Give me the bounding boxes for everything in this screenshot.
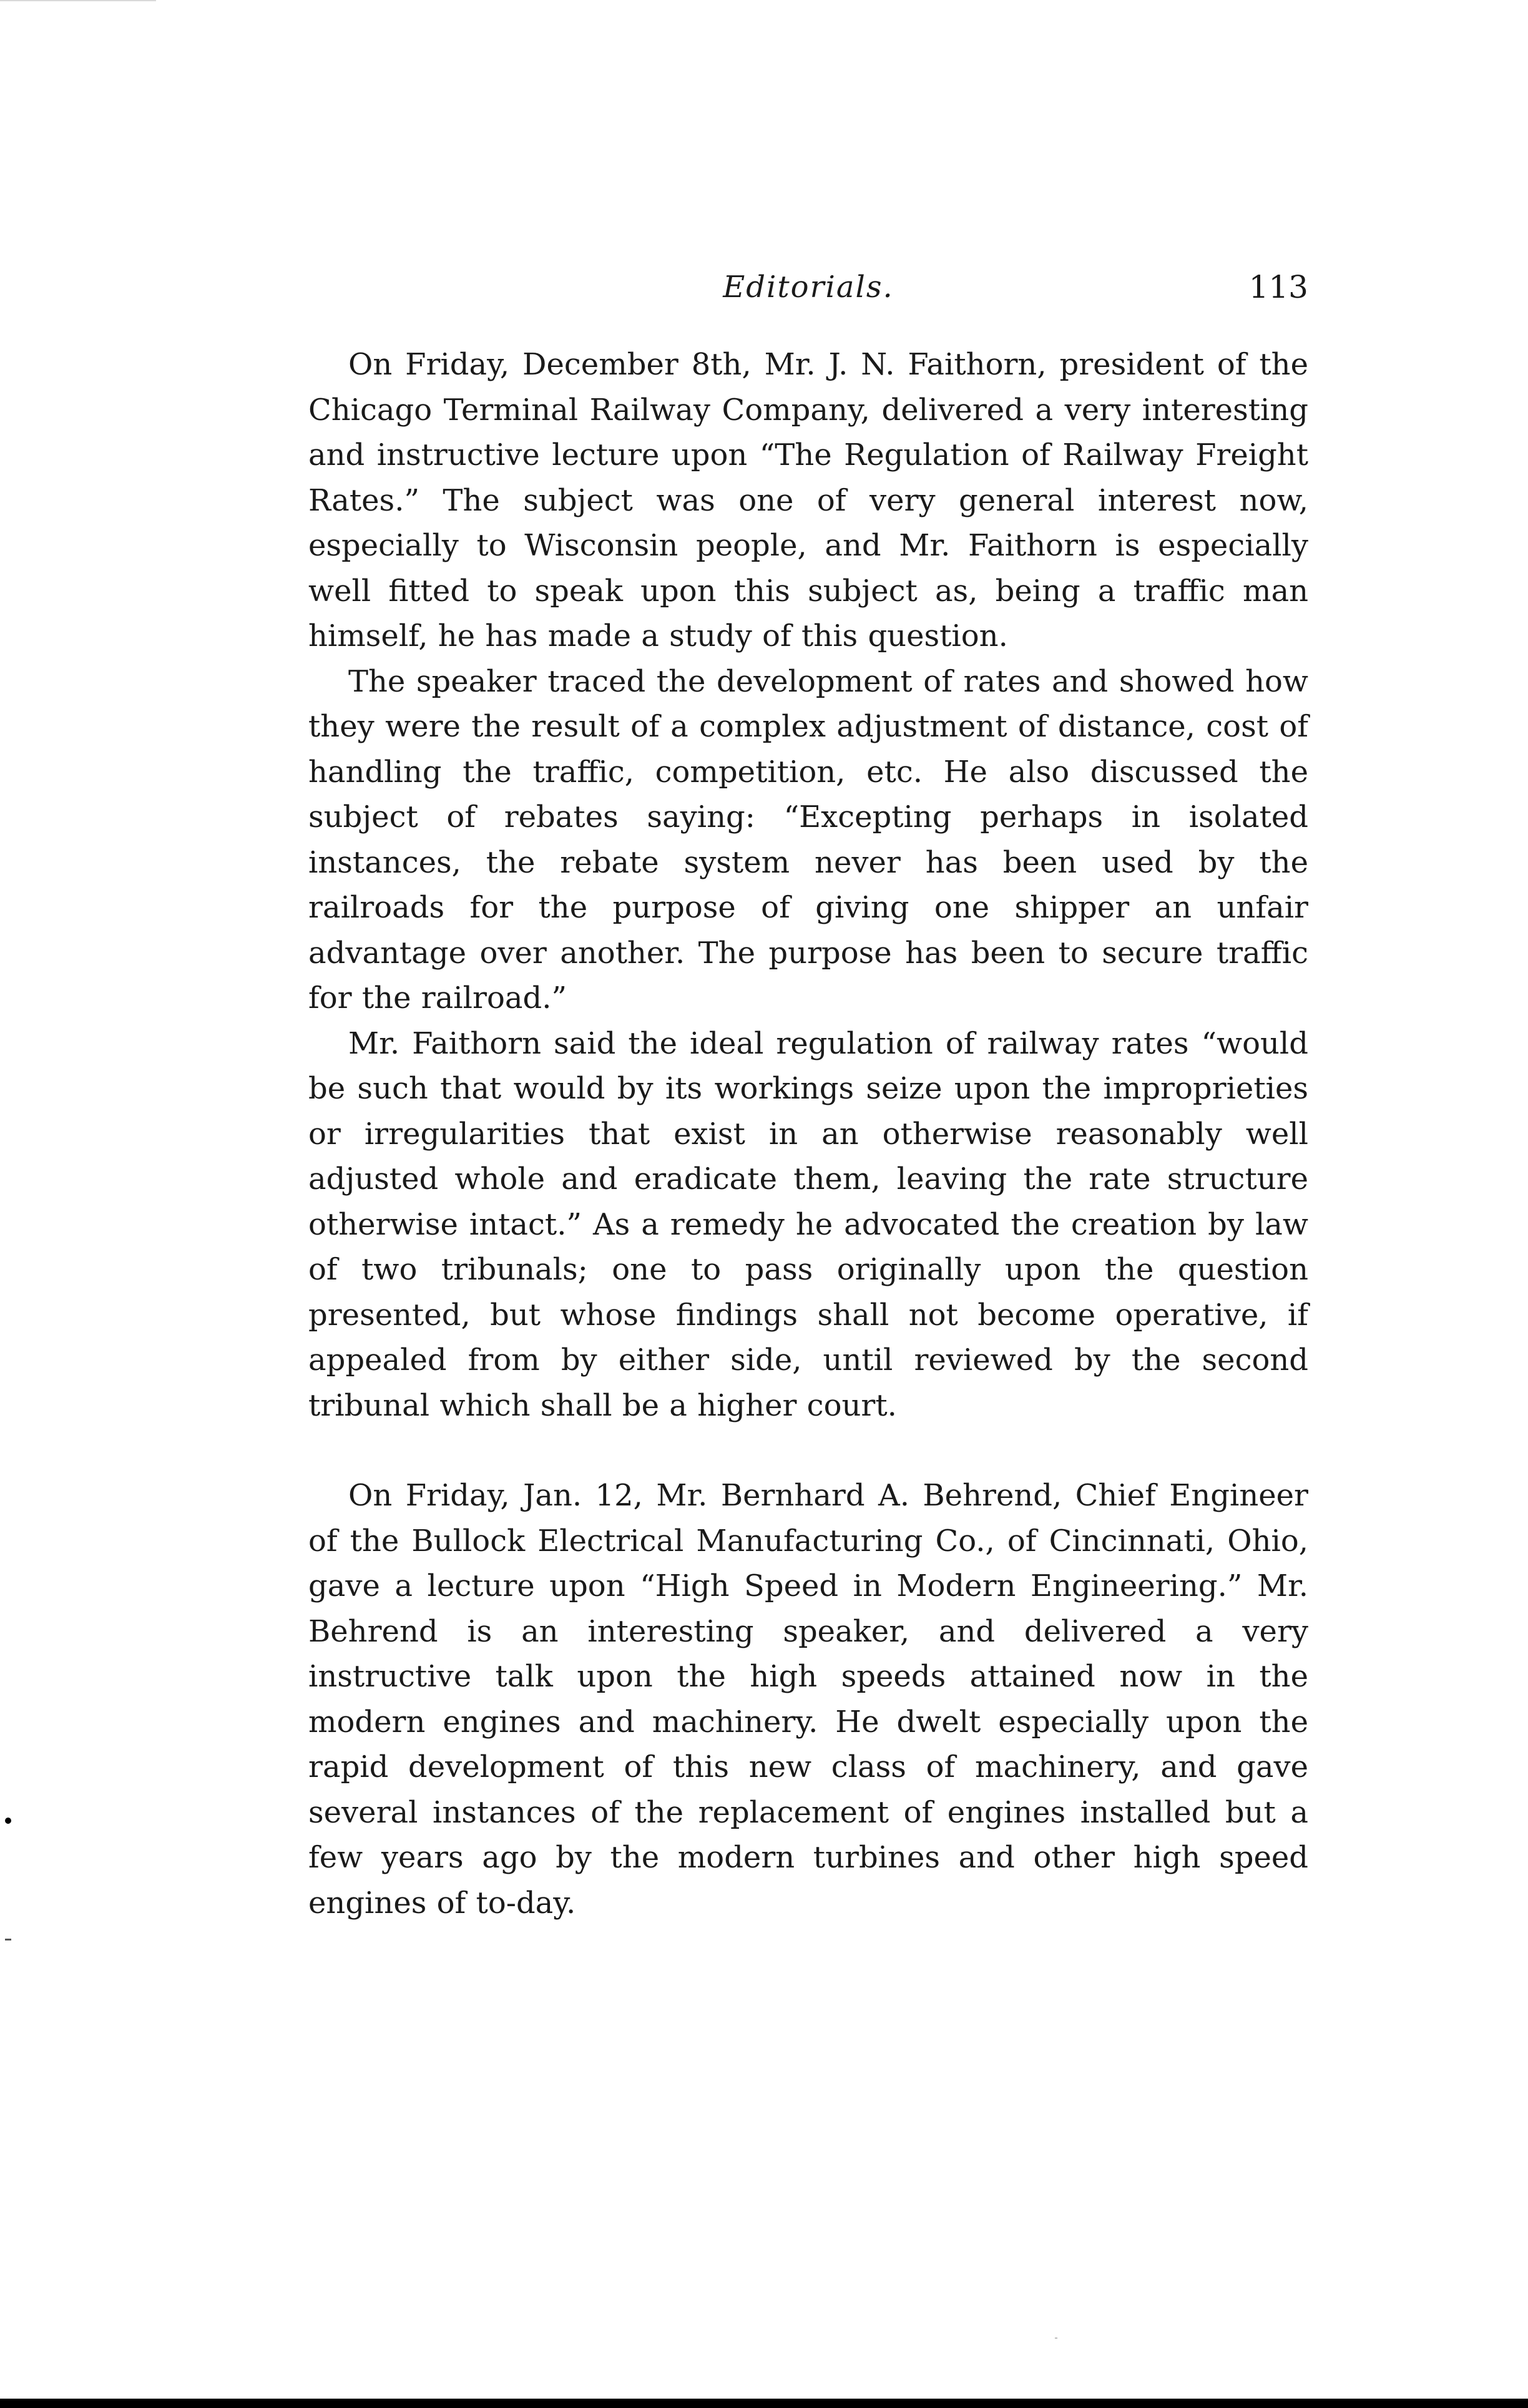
paragraph-ideal-regulation: Mr. Faithorn said the ideal regulation of railway rates “would be such that would by its workings seize upon the improprieties or irregularities that exist in an otherwise reasonably well adjusted whole and eradicate them, leaving the rate structure otherwise intact.” As a remedy he advocated the creation by law of two tribunals; one to pass originally upon the question presented, but whose findings shall not become operative, if appealed from by either side, until reviewed by the second tribunal which shall be a higher court. (308, 1025, 1308, 1423)
page-number: 113 (1248, 269, 1308, 305)
paragraph-behrend-lecture: On Friday, Jan. 12, Mr. Bernhard A. Behrend, Chief Engineer of the Bullock Electrical Manufacturing Co., of Cincinnati, Ohio, gave a lecture upon “High Speed in Modern Engineering.” Mr. Behrend is an interesting speaker, and delivered a very instructive talk upon the high speeds attained now in the modern engines and machinery. He dwelt especially upon the rapid development of this new class of machinery, and gave several instances of the replacement of engines installed but a few years ago by the modern turbines and other high speed engines of to-day. (308, 1478, 1308, 1921)
scan-edge-line (0, 0, 156, 1)
scan-speck (1055, 2337, 1057, 2339)
scan-bottom-border (0, 2399, 1528, 2408)
margin-mark-dot (5, 1818, 11, 1824)
running-title: Editorials. (723, 270, 894, 305)
page-header (308, 262, 1308, 312)
paragraph-rate-development: The speaker traced the development of rates and showed how they were the result of a complex adjustment of distance, cost of handling the traffic, competition, etc. He also discussed the subject of rebates saying: “Excepting perhaps in isolated instances, the rebate system never has been used by the railroads for the purpose of giving one shipper an unfair advantage over another. The purpose has been to secure traffic for the railroad.” (308, 663, 1308, 1016)
paragraph-faithorn-lecture: On Friday, December 8th, Mr. J. N. Faithorn, president of the Chicago Terminal Railway Company, delivered a very interesting and instructive lecture upon “The Regulation of Railway Freight Rates.” The subject was one of very general interest now, especially to Wisconsin people, and Mr. Faithorn is especially well fitted to speak upon this subject as, being a traffic man himself, he has made a study of this question. (308, 347, 1308, 653)
article-body (308, 342, 1308, 1926)
margin-mark-dash (5, 1939, 11, 1941)
